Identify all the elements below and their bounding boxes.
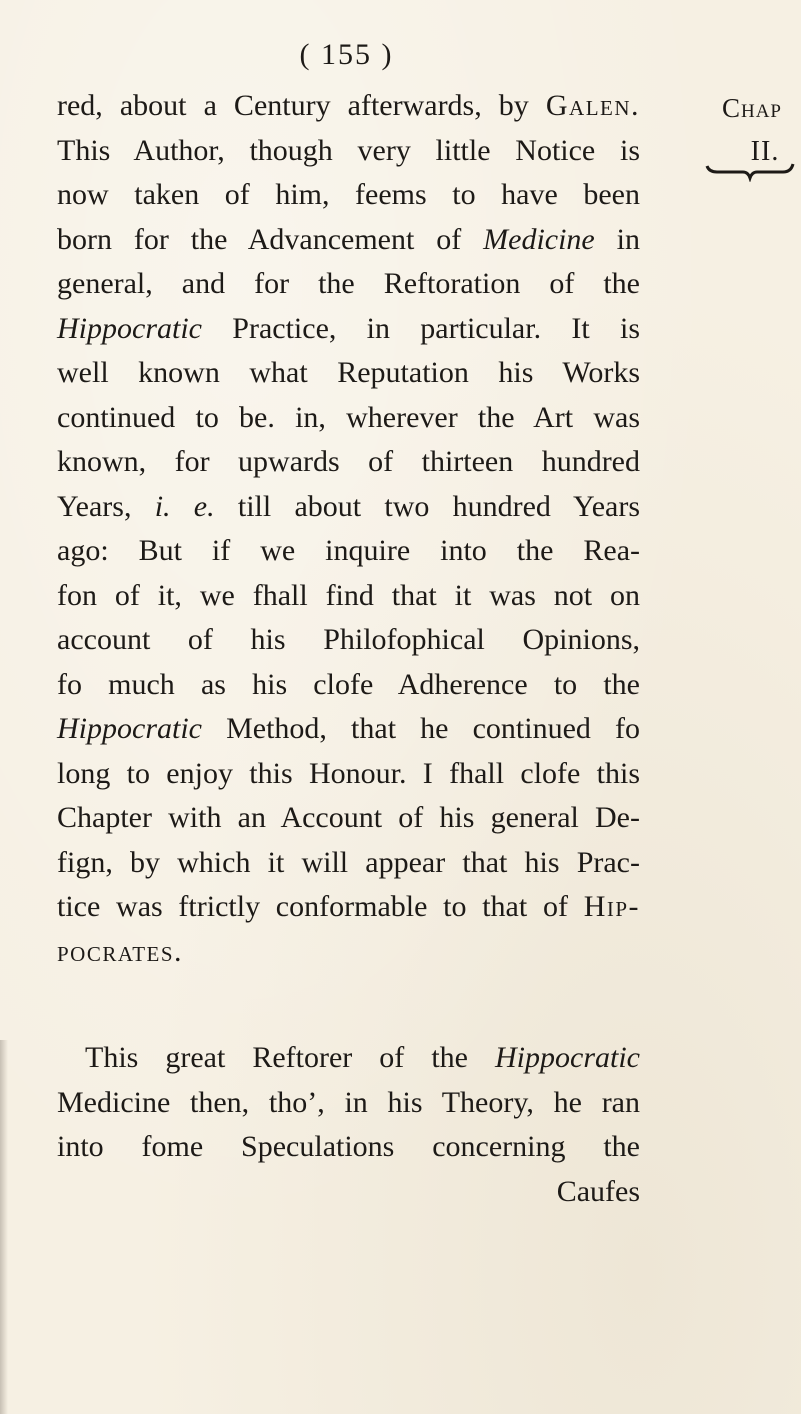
line-text: Practice, in particular. It is: [232, 311, 640, 345]
name-galen: Galen.: [545, 89, 641, 122]
text-line: into fome Speculations concerning the: [57, 1130, 640, 1163]
text-line: [57, 485, 640, 530]
paragraph-main: [57, 84, 640, 974]
name-hippocrates-start: Hip-: [583, 890, 641, 923]
text-line: fo much as his clofe Adherence to the: [57, 667, 640, 701]
italic-term-hippocratic: Hippocratic: [495, 1041, 640, 1074]
line-text: tice was ftrictly conformable to that of: [57, 890, 568, 923]
text-line: [57, 84, 640, 129]
paragraph-second: [57, 1036, 640, 1214]
text-line: fon of it, we fhall find that it was not on: [57, 578, 640, 612]
line-text: born for the Advancement of: [57, 222, 462, 256]
margin-chapter-number: II.: [750, 136, 780, 167]
italic-term-hippocratic: Hippocratic: [57, 311, 202, 345]
text-line: ago: But if we inquire into the Rea-: [57, 534, 640, 567]
text-line: [57, 707, 640, 752]
text-line: well known what Reputation his Works: [57, 356, 640, 389]
line-text: Method, that he continued fo: [226, 712, 641, 745]
text-line: long to enjoy this Honour. I fhall clofe this: [57, 756, 640, 790]
margin-chapter-note: [709, 86, 795, 182]
text-line: Medicine then, tho’, in his Theory, he ran: [57, 1085, 640, 1119]
text-line: pocrates.: [57, 934, 184, 968]
text-line: continued to be. in, wherever the Art was: [57, 400, 640, 434]
line-text: in: [594, 222, 640, 256]
text-line: [57, 1036, 640, 1081]
text-line: account of his Philofophical Opinions,: [57, 623, 640, 656]
text-line: now taken of him, feems to have been: [57, 178, 640, 211]
text-line: fign, by which it will appear that his Prac-: [57, 845, 640, 879]
italic-term-medicine: Medicine: [483, 222, 595, 256]
text-line: known, for upwards of thirteen hundred: [57, 445, 640, 478]
text-line: [57, 307, 640, 352]
text-line: [57, 885, 640, 930]
catchword: Caufes: [556, 1174, 640, 1208]
text-line: Chapter with an Account of his general De-: [57, 801, 640, 834]
line-text: till about two hundred Years: [237, 489, 641, 523]
page-number: ( 155 ): [299, 38, 394, 71]
italic-term-ie: i. e.: [154, 489, 215, 523]
margin-chapter-label: Chap: [721, 93, 783, 123]
line-text: red, about a Century afterwards, by: [57, 89, 529, 122]
page-edge-shadow: [0, 1040, 8, 1414]
line-text: Years,: [57, 489, 132, 523]
text-line: [57, 218, 640, 263]
text-line: general, and for the Reftoration of the: [57, 267, 640, 300]
text-line: This Author, though very little Notice is: [57, 133, 640, 167]
line-text: This great Reftorer of the: [85, 1041, 468, 1074]
italic-term-hippocratic: Hippocratic: [57, 712, 202, 745]
